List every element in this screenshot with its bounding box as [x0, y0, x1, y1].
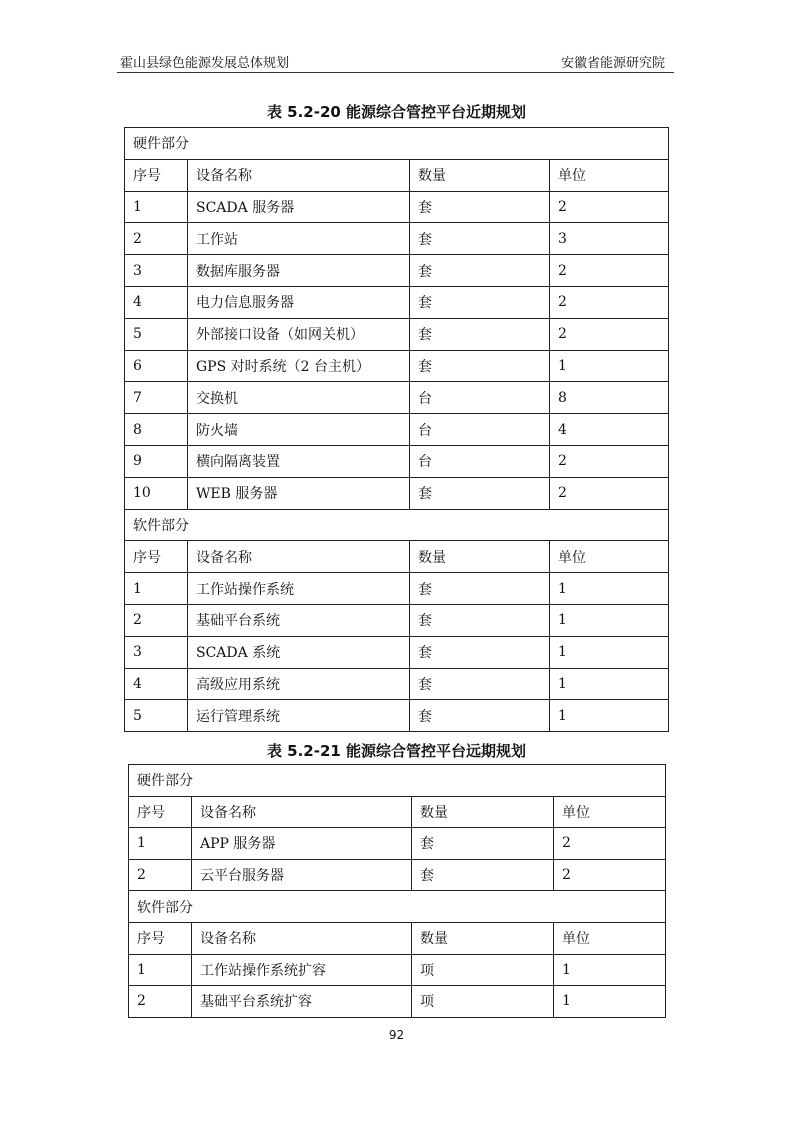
table-row: [125, 286, 669, 318]
table-cell: 工作站操作系统: [188, 573, 410, 605]
table-cell: 1: [125, 191, 188, 223]
table-cell: 1: [550, 668, 669, 700]
header-rule: [117, 72, 674, 73]
table-cell: 套: [412, 859, 554, 891]
table-cell: 2: [550, 286, 669, 318]
table-cell: 2: [550, 191, 669, 223]
table-row: [125, 668, 669, 700]
table-cell: 云平台服务器: [192, 859, 412, 891]
table-row: [125, 604, 669, 636]
table-cell: 2: [125, 223, 188, 255]
table-row: [125, 573, 669, 605]
table-row: [125, 382, 669, 414]
table-cell: 外部接口设备（如网关机）: [188, 318, 410, 350]
table-cell: 套: [410, 604, 550, 636]
table-row: [125, 700, 669, 732]
table-cell: 套: [412, 828, 554, 860]
table-cell: 1: [550, 636, 669, 668]
table-cell: 基础平台系统: [188, 604, 410, 636]
table-cell: 套: [410, 700, 550, 732]
table-cell: 2: [554, 859, 666, 891]
table-header-row: [125, 541, 669, 573]
table-header-row: [129, 796, 666, 828]
column-header: 单位: [550, 541, 669, 573]
column-header: 序号: [125, 159, 188, 191]
table-row: [125, 350, 669, 382]
table-cell: 2: [125, 604, 188, 636]
table-cell: 5: [125, 318, 188, 350]
table-row: [125, 477, 669, 509]
table-cell: 台: [410, 382, 550, 414]
column-header: 序号: [129, 922, 192, 954]
table-cell: 8: [125, 414, 188, 446]
column-header: 数量: [412, 922, 554, 954]
table2-caption: 表 5.2-21 能源综合管控平台远期规划: [266, 742, 527, 760]
table-cell: 1: [550, 573, 669, 605]
table-row: [125, 445, 669, 477]
table-cell: 套: [410, 573, 550, 605]
table-cell: 4: [125, 668, 188, 700]
column-header: 设备名称: [192, 796, 412, 828]
column-header: 数量: [410, 159, 550, 191]
table-cell: 台: [410, 414, 550, 446]
column-header: 数量: [412, 796, 554, 828]
table-cell: 3: [125, 255, 188, 287]
table-cell: 横向隔离装置: [188, 445, 410, 477]
table-cell: 工作站操作系统扩容: [192, 954, 412, 986]
table-row: [125, 318, 669, 350]
column-header: 单位: [550, 159, 669, 191]
header-organization: 安徽省能源研究院: [560, 56, 665, 71]
table-cell: SCADA 系统: [188, 636, 410, 668]
table-cell: 套: [410, 350, 550, 382]
table-cell: 套: [410, 255, 550, 287]
table-cell: 6: [125, 350, 188, 382]
column-header: 设备名称: [188, 159, 410, 191]
table-row: [125, 636, 669, 668]
table-cell: 1: [550, 700, 669, 732]
hardware-section-label: 硬件部分: [125, 128, 669, 160]
table1-caption: 表 5.2-20 能源综合管控平台近期规划: [266, 103, 527, 121]
table-cell: WEB 服务器: [188, 477, 410, 509]
table-cell: 2: [550, 318, 669, 350]
hardware-section-label: 硬件部分: [129, 765, 666, 797]
column-header: 数量: [410, 541, 550, 573]
hardware-section: [125, 128, 669, 160]
table-cell: 高级应用系统: [188, 668, 410, 700]
long-term-plan-table: [128, 764, 666, 1018]
table-row: [125, 255, 669, 287]
table-header-row: [129, 922, 666, 954]
table-cell: 台: [410, 445, 550, 477]
table-cell: 防火墙: [188, 414, 410, 446]
table-cell: 套: [410, 223, 550, 255]
table-cell: 2: [550, 477, 669, 509]
table-header-row: [125, 159, 669, 191]
table-cell: 2: [550, 255, 669, 287]
hardware-section: [129, 765, 666, 797]
software-section-label: 软件部分: [129, 891, 666, 923]
column-header: 序号: [129, 796, 192, 828]
table-cell: 套: [410, 477, 550, 509]
table-cell: APP 服务器: [192, 828, 412, 860]
table-cell: 1: [129, 954, 192, 986]
table-row: [129, 954, 666, 986]
column-header: 单位: [554, 922, 666, 954]
table-cell: 2: [129, 859, 192, 891]
header-title: 霍山县绿色能源发展总体规划: [120, 56, 290, 71]
table-cell: 3: [125, 636, 188, 668]
column-header: 序号: [125, 541, 188, 573]
software-section: [125, 509, 669, 541]
table-cell: 套: [410, 668, 550, 700]
table-cell: 项: [412, 954, 554, 986]
table-cell: 2: [554, 828, 666, 860]
table-cell: 1: [554, 986, 666, 1018]
table-cell: 9: [125, 445, 188, 477]
column-header: 单位: [554, 796, 666, 828]
column-header: 设备名称: [188, 541, 410, 573]
table-cell: 10: [125, 477, 188, 509]
table-cell: 套: [410, 318, 550, 350]
table-cell: 套: [410, 286, 550, 318]
table-cell: 4: [550, 414, 669, 446]
table-cell: GPS 对时系统（2 台主机）: [188, 350, 410, 382]
table-cell: 5: [125, 700, 188, 732]
table-row: [129, 828, 666, 860]
table-cell: 1: [129, 828, 192, 860]
table-cell: 电力信息服务器: [188, 286, 410, 318]
software-section-label: 软件部分: [125, 509, 669, 541]
table-row: [125, 414, 669, 446]
table-cell: 交换机: [188, 382, 410, 414]
page-number: 92: [388, 1028, 405, 1042]
table-row: [129, 859, 666, 891]
table-cell: 套: [410, 636, 550, 668]
table-cell: 工作站: [188, 223, 410, 255]
table-cell: 2: [550, 445, 669, 477]
table-cell: 1: [550, 604, 669, 636]
table-cell: 2: [129, 986, 192, 1018]
table-cell: 项: [412, 986, 554, 1018]
table-cell: 3: [550, 223, 669, 255]
table-cell: 4: [125, 286, 188, 318]
column-header: 设备名称: [192, 922, 412, 954]
table-cell: 8: [550, 382, 669, 414]
software-section: [129, 891, 666, 923]
table-cell: 基础平台系统扩容: [192, 986, 412, 1018]
table-cell: 1: [554, 954, 666, 986]
near-term-plan-table: [124, 127, 669, 732]
table-row: [125, 223, 669, 255]
table-cell: 7: [125, 382, 188, 414]
table-cell: 1: [550, 350, 669, 382]
table-cell: 运行管理系统: [188, 700, 410, 732]
table-row: [129, 986, 666, 1018]
table-cell: SCADA 服务器: [188, 191, 410, 223]
table-cell: 套: [410, 191, 550, 223]
table-cell: 数据库服务器: [188, 255, 410, 287]
table-cell: 1: [125, 573, 188, 605]
table-row: [125, 191, 669, 223]
